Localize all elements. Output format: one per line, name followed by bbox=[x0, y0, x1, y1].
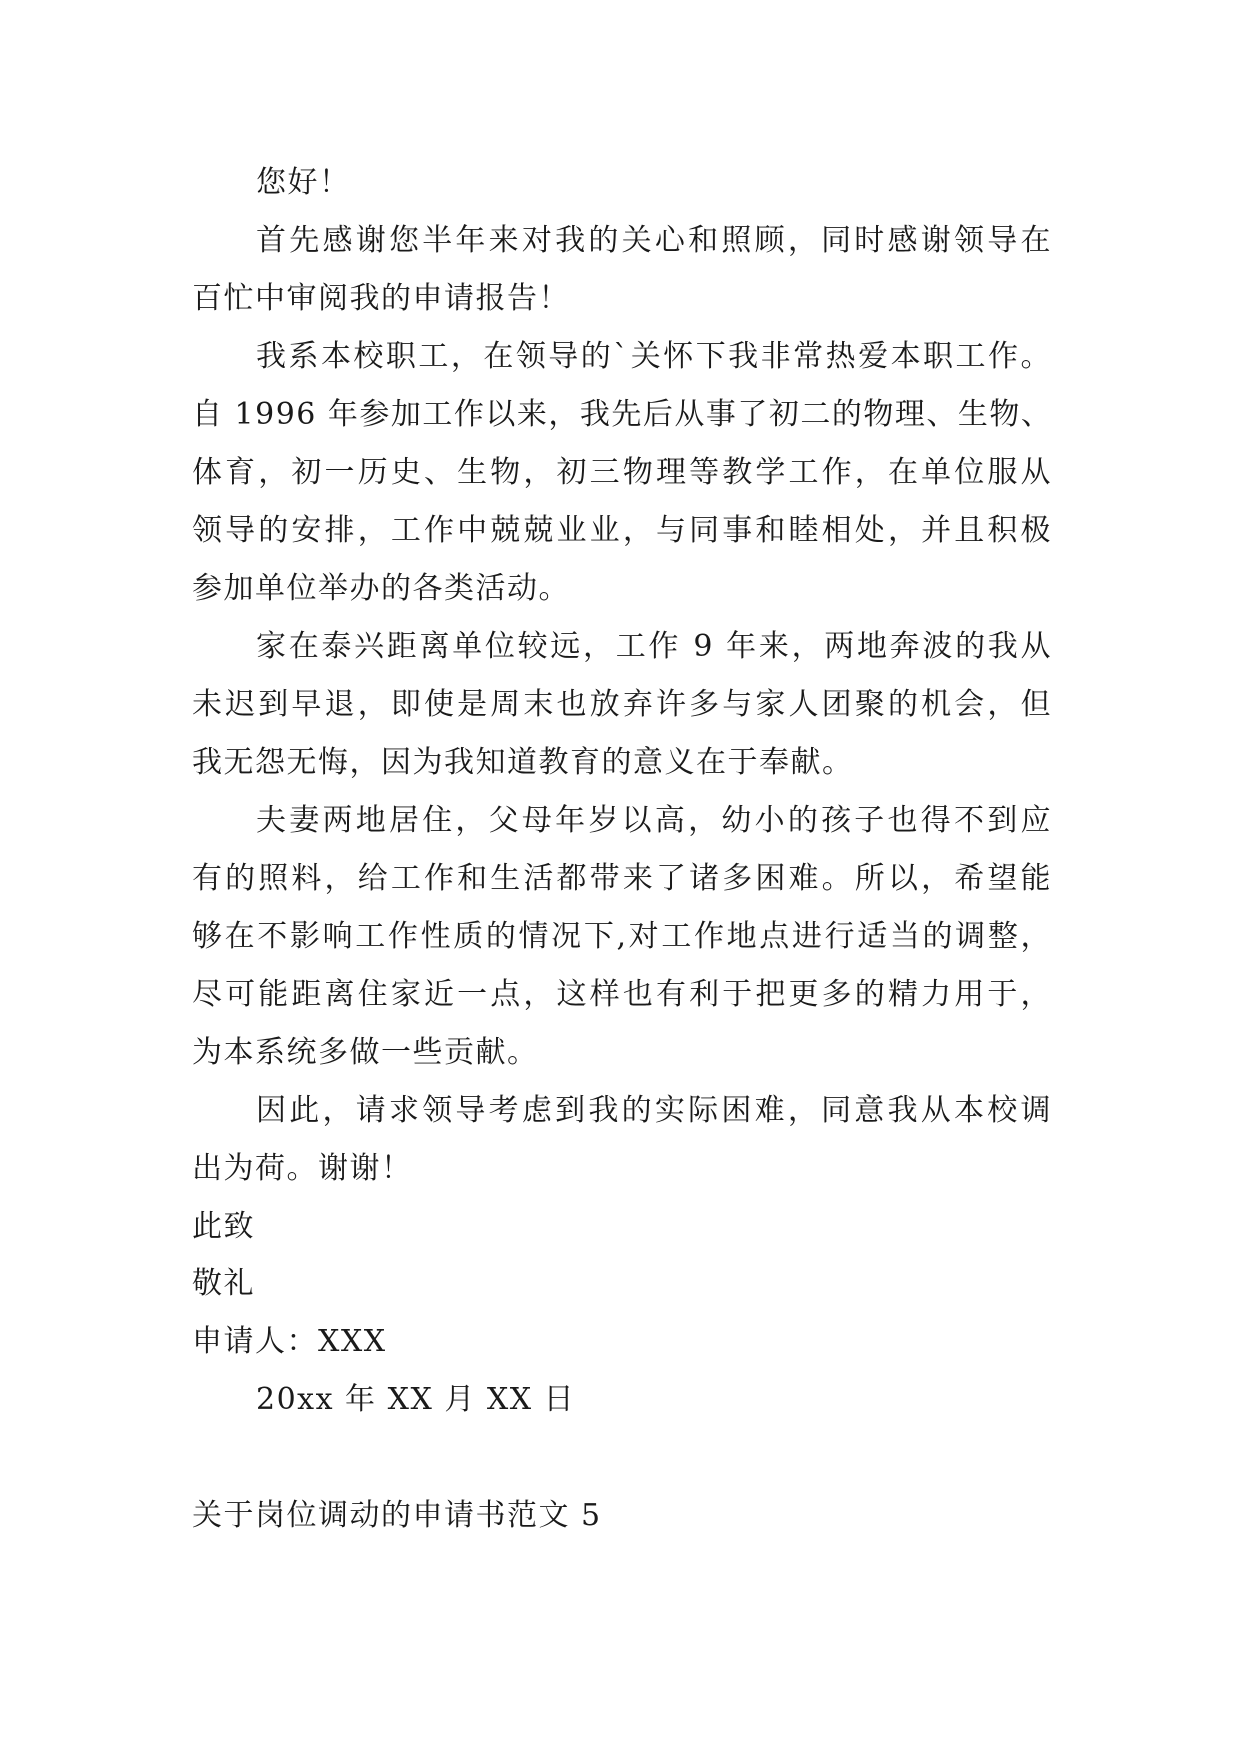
next-section-title: 关于岗位调动的申请书范文 5 bbox=[192, 1498, 602, 1533]
closing-salutation: 此致 bbox=[192, 1209, 255, 1244]
paragraph-1-line-2: 百忙中审阅我的申请报告！ bbox=[192, 281, 570, 316]
paragraph-4-line-2: 有的照料，给工作和生活都带来了诸多困难。所以，希望能 bbox=[192, 861, 1052, 896]
paragraph-5-line-2: 出为荷。谢谢！ bbox=[192, 1151, 413, 1186]
paragraph-3-line-1: 家在泰兴距离单位较远，工作 9 年来，两地奔波的我从 bbox=[256, 629, 1052, 664]
closing-regards: 敬礼 bbox=[192, 1266, 255, 1301]
paragraph-3-line-2: 未迟到早退，即使是周末也放弃许多与家人团聚的机会，但 bbox=[192, 687, 1052, 722]
applicant-name: 申请人：XXX bbox=[192, 1324, 387, 1359]
paragraph-5-line-1: 因此，请求领导考虑到我的实际困难，同意我从本校调 bbox=[256, 1093, 1052, 1128]
paragraph-3-line-3: 我无怨无悔，因为我知道教育的意义在于奉献。 bbox=[192, 745, 854, 780]
paragraph-2-line-4: 领导的安排，工作中兢兢业业，与同事和睦相处，并且积极 bbox=[192, 513, 1052, 548]
paragraph-4-line-3: 够在不影响工作性质的情况下,对工作地点进行适当的调整， bbox=[192, 919, 1052, 954]
paragraph-1-line-1: 首先感谢您半年来对我的关心和照顾，同时感谢领导在 bbox=[256, 223, 1052, 258]
paragraph-2-line-2: 自 1996 年参加工作以来，我先后从事了初二的物理、生物、 bbox=[192, 397, 1053, 432]
paragraph-4-line-4: 尽可能距离住家近一点，这样也有利于把更多的精力用于， bbox=[192, 977, 1052, 1012]
paragraph-2-line-5: 参加单位举办的各类活动。 bbox=[192, 571, 570, 606]
greeting: 您好！ bbox=[256, 165, 351, 200]
paragraph-2-line-3: 体育，初一历史、生物，初三物理等教学工作，在单位服从 bbox=[192, 455, 1052, 490]
paragraph-2-line-1: 我系本校职工，在领导的`关怀下我非常热爱本职工作。 bbox=[256, 339, 1052, 374]
letter-date: 20xx 年 XX 月 XX 日 bbox=[256, 1382, 576, 1417]
paragraph-4-line-5: 为本系统多做一些贡献。 bbox=[192, 1035, 539, 1070]
paragraph-4-line-1: 夫妻两地居住，父母年岁以高，幼小的孩子也得不到应 bbox=[256, 803, 1052, 838]
